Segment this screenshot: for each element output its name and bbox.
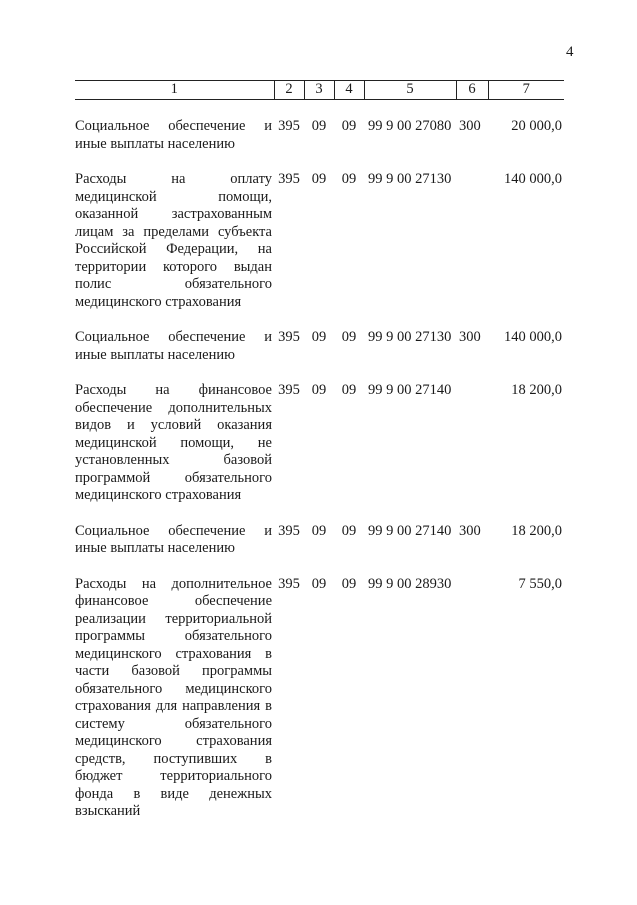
row-vr: 300 (459, 522, 481, 539)
header-row (75, 81, 564, 100)
header-col-1: 1 (75, 81, 274, 100)
row-vr (456, 382, 488, 505)
row-vr: 300 (459, 118, 481, 134)
row-csr: 99 9 00 27130 (368, 171, 452, 187)
table-row (75, 523, 564, 558)
row-grbs: 395 (278, 522, 300, 539)
row-name: Расходы на дополнительное финансовое обеспечение реализации территориальной программы обязательного медицинского страхования в части базовой программы обязательного медицинского страхования для направления в систему обязательного медицинского страхования средств, поступивших в бюджет территориального фонда в виде денежных взысканий (75, 575, 272, 819)
row-grbs: 395 (278, 118, 300, 134)
header-col-5: 5 (364, 81, 456, 100)
row-amount: 18 200,0 (511, 382, 562, 398)
row-amount: 7 550,0 (518, 575, 562, 592)
row-name: Расходы на финансовое обеспечение дополнительных видов и условий оказания медицинской помощи, не установленных базовой программой обязательного медицинского страхования (75, 382, 272, 503)
row-name: Социальное обеспечение и иные выплаты населению (75, 118, 272, 152)
row-csr: 99 9 00 27140 (368, 382, 452, 398)
row-amount: 140 000,0 (504, 171, 562, 187)
table-row (75, 576, 564, 821)
row-rz: 09 (311, 171, 327, 187)
row-name: Расходы на оплату медицинской помощи, оказанной застрахованным лицам за пределами субъекта Российской Федерации, на территории которого выдан полис обязательного медицинского страхования (75, 171, 272, 310)
row-rz: 09 (311, 329, 327, 345)
header-col-2: 2 (274, 81, 304, 100)
table-row (75, 118, 564, 153)
row-csr: 99 9 00 27080 (368, 118, 452, 134)
budget-table (75, 80, 564, 821)
row-rz: 09 (311, 382, 327, 398)
row-amount: 140 000,0 (504, 329, 562, 345)
row-csr: 99 9 00 27130 (368, 329, 452, 345)
row-pr: 09 (341, 329, 357, 345)
row-grbs: 395 (278, 329, 300, 345)
row-grbs: 395 (278, 575, 300, 592)
row-rz: 09 (311, 522, 327, 539)
row-pr: 09 (341, 118, 357, 134)
header-col-3: 3 (304, 81, 334, 100)
row-pr: 09 (341, 522, 357, 539)
row-grbs: 395 (278, 382, 300, 398)
page-number: 4 (566, 44, 574, 60)
row-amount: 20 000,0 (511, 118, 562, 134)
row-name: Социальное обеспечение и иные выплаты населению (75, 522, 272, 556)
table-row (75, 329, 564, 364)
row-pr: 09 (341, 382, 357, 398)
row-rz: 09 (311, 118, 327, 134)
row-rz: 09 (311, 575, 327, 592)
header-col-7: 7 (488, 81, 564, 100)
row-grbs: 395 (278, 171, 300, 187)
row-vr: 300 (459, 329, 481, 345)
header-col-6: 6 (456, 81, 488, 100)
row-amount: 18 200,0 (511, 522, 562, 539)
table-row (75, 171, 564, 311)
row-name: Социальное обеспечение и иные выплаты населению (75, 329, 272, 363)
row-vr (456, 576, 488, 821)
header-col-4: 4 (334, 81, 364, 100)
row-pr: 09 (341, 171, 357, 187)
row-csr: 99 9 00 27140 (368, 522, 452, 539)
row-vr (456, 171, 488, 311)
row-csr: 99 9 00 28930 (368, 575, 452, 592)
table-row (75, 382, 564, 505)
row-pr: 09 (341, 575, 357, 592)
